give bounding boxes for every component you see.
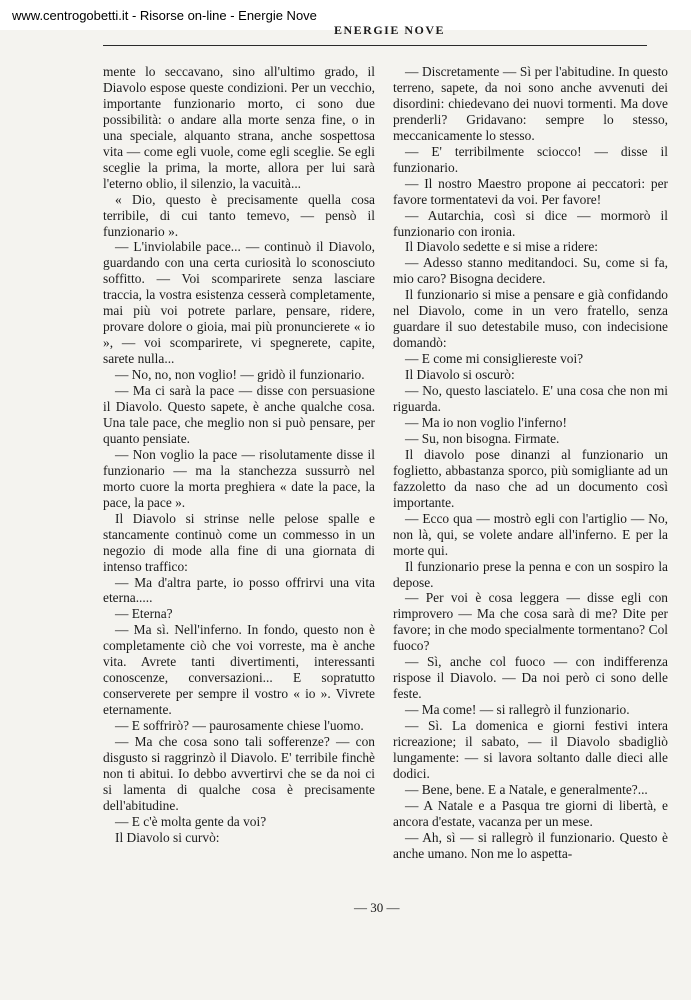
right-column <box>393 64 668 862</box>
paragraph: — Eterna? <box>115 606 173 622</box>
paragraph: — Discretamente — Sì per l'abitudine. In questo terreno, sapete, da noi sono anche avvenuti dei disordini: chiedevano dei nuovi tormenti. Ma dove prenderli? Gridavano: sempre lo stesso, meccanicamente lo stesso. <box>393 64 668 143</box>
paragraph: — Adesso stanno meditandoci. Su, come si fa, mio caro? Bisogna decidere. <box>393 255 668 287</box>
paragraph: — No, no, non voglio! — gridò il funzionario. <box>115 367 365 383</box>
paragraph: — Per voi è cosa leggera — disse egli con rimprovero — Ma che cosa sarà di me? Dite per favore; in che modo specialmente tormentano? Col fuoco? <box>393 590 668 654</box>
header-rule <box>103 45 647 46</box>
paragraph: — Ma come! — si rallegrò il funzionario. <box>405 702 630 718</box>
paragraph: — Ma sì. Nell'inferno. In fondo, questo non è completamente ciò che voi vorreste, ma è anche vita. Avrete tanti divertimenti, interessanti conoscenze, conversazioni... E sopratutto conserverete per sempre il vostro « io ». Vivrete eternamente. <box>103 622 375 718</box>
paragraph: — Ma che cosa sono tali sofferenze? — con disgusto si raggrinzò il Diavolo. E' terribile finchè non ti abitui. Io debbo avvertirvi che se da noi ci si lamenta di qualche cosa è precisamente dell'abitudine. <box>103 734 375 813</box>
paragraph: — No, questo lasciatelo. E' una cosa che non mi riguarda. <box>393 383 668 415</box>
paragraph: mente lo seccavano, sino all'ultimo grado, il Diavolo espose queste condizioni. Per un vecchio, importante funzionario morto, ci sono due possibilità: o andare alla morte senza fine, o in una speciale, alquanto strana, anche sospettosa vita — come egli vuole, come egli sceglie. Se egli sceglie la prima, la morte, allora per lui sarà l'eterno oblio, il silenzio, la vacuità... <box>103 64 375 191</box>
paragraph: — Autarchia, così si dice — mormorò il funzionario con ironia. <box>393 207 668 239</box>
paragraph: — A Natale e a Pasqua tre giorni di libertà, e ancora d'estate, vacanza per un mese. <box>393 797 668 829</box>
page-number: — 30 — <box>354 900 400 915</box>
paragraph: Il funzionario prese la penna e con un sospiro la depose. <box>393 558 668 590</box>
paragraph: — Non voglio la pace — risolutamente disse il funzionario — ma la stanchezza sussurrò nel morto cuore la morta preghiera « date la pace, la pace, la pace ». <box>103 446 375 510</box>
paragraph: — E c'è molta gente da voi? <box>115 813 267 829</box>
paragraph: « Dio, questo è precisamente quella cosa terribile, di cui tanto temevo, — pensò il funzionario ». <box>103 191 375 239</box>
paragraph: — L'inviolabile pace... — continuò il Diavolo, guardando con una certa curiosità lo sconosciuto soffitto. — Voi scomparirete senza lasciare traccia, la vostra esistenza cesserà completamente, mai più voi potrete parlare, pensare, ridere, provare dolore o gioia, mai più pronuncierete « io », — voi scomparirete, vi spegnerete, capite, sarete nulla... <box>103 239 375 367</box>
paragraph: — Bene, bene. E a Natale, e generalmente?... <box>405 781 648 797</box>
paragraph: — Ecco qua — mostrò egli con l'artiglio — No, non là, qui, se volete andare all'inferno. E per la morte qui. <box>393 510 668 558</box>
paragraph: — Ma d'altra parte, io posso offrirvi una vita eterna..... <box>103 574 375 606</box>
paragraph: Il diavolo pose dinanzi al funzionario un foglietto, abbastanza sporco, più somigliante ad un fazzoletto da naso che ad un documento così importante. <box>393 446 668 510</box>
paragraph: — E' terribilmente sciocco! — disse il funzionario. <box>393 143 668 175</box>
paragraph: — E soffrirò? — paurosamente chiese l'uomo. <box>115 718 364 734</box>
left-column <box>103 64 375 846</box>
paragraph: — Ah, sì — si rallegrò il funzionario. Questo è anche umano. Non me lo aspetta- <box>393 829 668 861</box>
source-line: www.centrogobetti.it - Risorse on-line - Energie Nove <box>12 8 317 23</box>
paragraph: — Sì. La domenica e giorni festivi intera ricreazione; il sabato, — il Diavolo sbadigliò lungamente: — si lavora soltanto dalle dieci alle dodici. <box>393 718 668 781</box>
running-header: ENERGIE NOVE <box>334 23 446 37</box>
paragraph: Il Diavolo si curvò: <box>115 829 220 845</box>
paragraph: — E come mi consigliereste voi? <box>405 351 584 367</box>
paragraph: Il Diavolo sedette e si mise a ridere: <box>405 239 598 255</box>
paragraph: — Ma ci sarà la pace — disse con persuasione il Diavolo. Questo sapete, è anche qualche cosa. Una tale pace, che meglio non si può pensare, per quanto pensiate. <box>103 383 375 446</box>
paragraph: — Ma io non voglio l'inferno! <box>405 414 567 430</box>
paragraph: — Il nostro Maestro propone ai peccatori: per favore tormentatevi da voi. Per favore! <box>393 175 668 207</box>
paragraph: Il funzionario si mise a pensare e già confidando nel Diavolo, come in un vero fratello, senza guardare il suo detestabile muso, con indecisione domandò: <box>393 287 668 351</box>
paragraph: — Sì, anche col fuoco — con indifferenza rispose il Diavolo. — Da noi però ci sono delle feste. <box>393 654 668 702</box>
paragraph: — Su, non bisogna. Firmate. <box>405 430 560 446</box>
paragraph: Il Diavolo si oscurò: <box>405 367 515 383</box>
paragraph: Il Diavolo si strinse nelle pelose spalle e stancamente continuò come un commesso in un negozio di mode alla fine di una giornata di intenso traffico: <box>103 510 375 574</box>
